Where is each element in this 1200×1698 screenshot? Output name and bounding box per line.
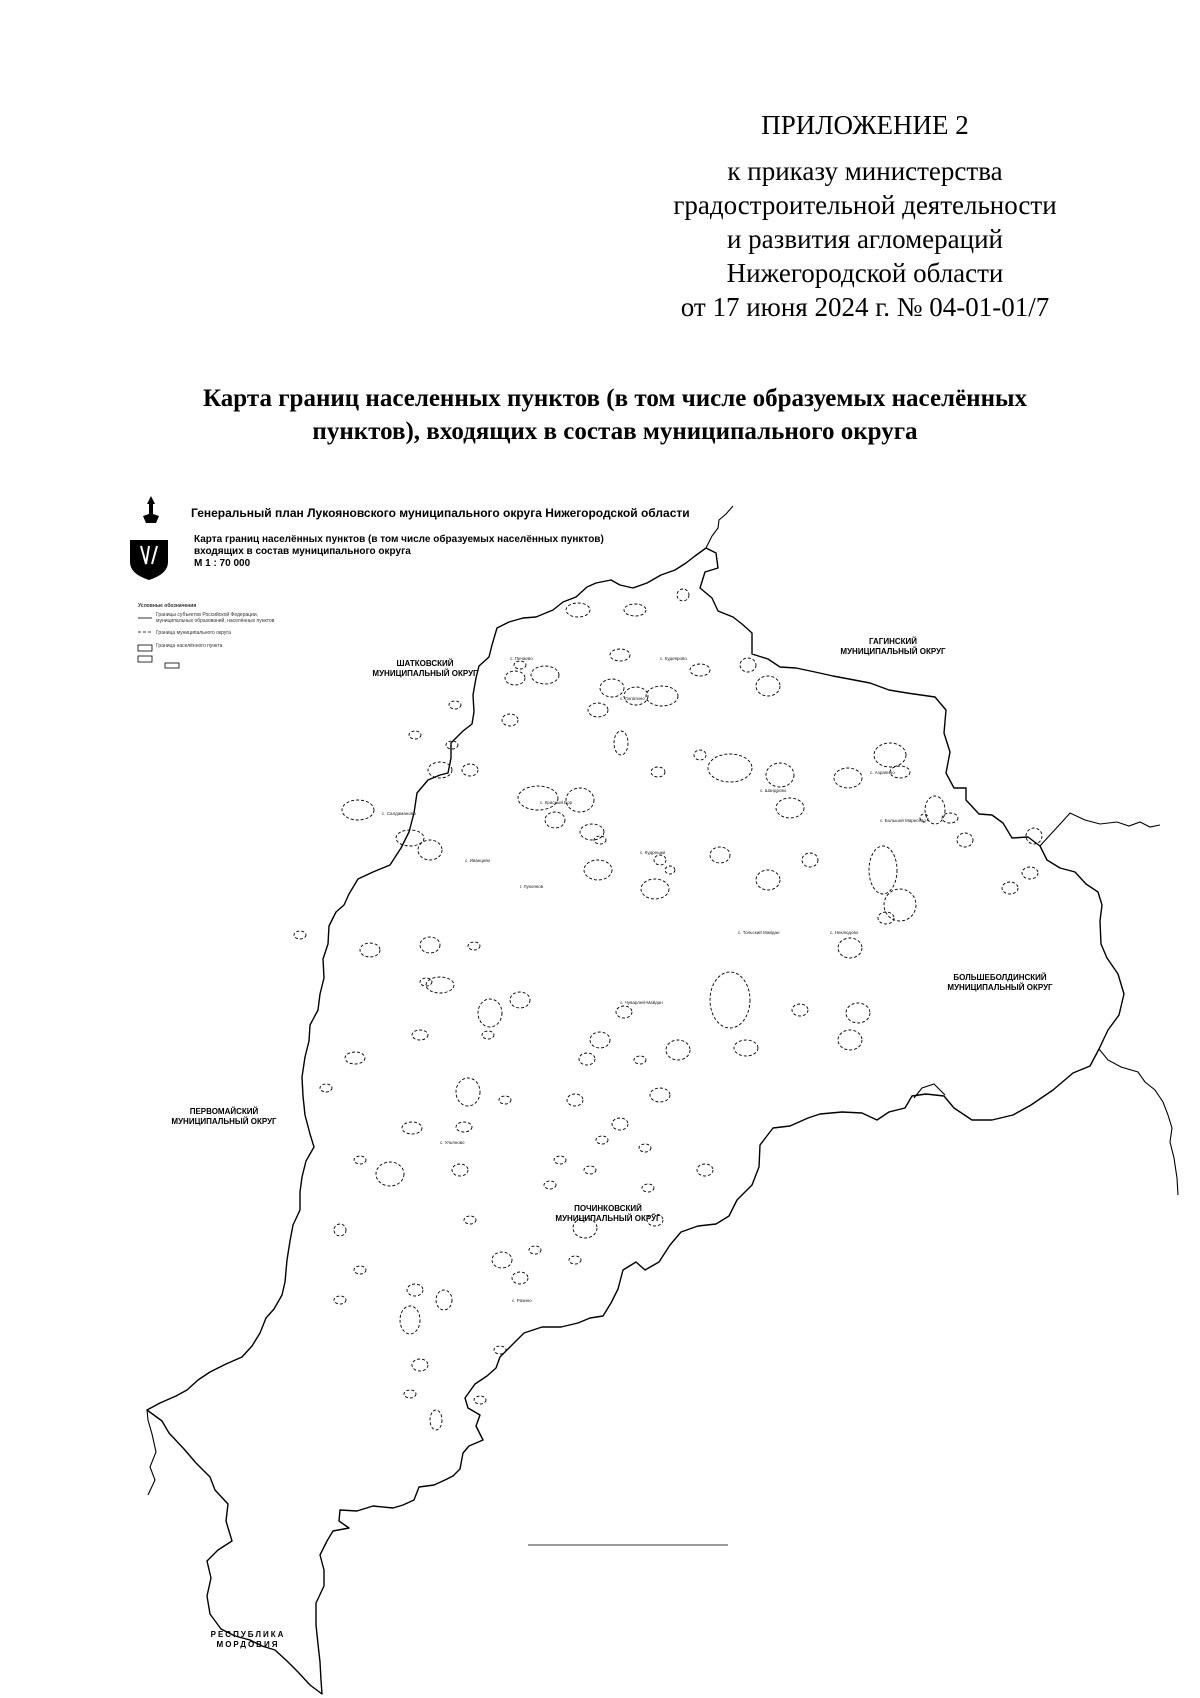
appendix-line: градостроительной деятельности	[673, 190, 1057, 220]
map-main-title: Генеральный план Лукояновского муниципального округа Нижегородской области	[191, 506, 690, 520]
settlement-label: с. Шандрово	[760, 788, 787, 793]
neighbour-label	[833, 637, 953, 657]
settlement-label: с. Кудрешки	[640, 850, 666, 855]
document-title-line: пунктов), входящих в состав муниципального округа	[312, 418, 918, 445]
appendix-line: от 17 июня 2024 г. № 04-01-01/7	[680, 292, 1050, 322]
legend-heading: Условные обозначения	[138, 603, 197, 609]
settlement-label: г. Лукоянов	[520, 884, 544, 889]
neighbour-label	[548, 1204, 668, 1224]
neighbour-label	[203, 1630, 293, 1650]
settlement-label: с. Иванцево	[465, 858, 491, 863]
settlement-label: с. Салдаманово	[382, 811, 416, 816]
settlement-boundaries	[294, 589, 1042, 1430]
settlement-label: с. Лопатино	[620, 696, 645, 701]
settlement-label: с. Разино	[512, 1298, 532, 1303]
document-title-line: Карта границ населенных пунктов (в том числе образуемых населённых	[202, 385, 1028, 412]
settlement-label: с. Неклюдово	[830, 930, 859, 935]
neighbour-label	[164, 1107, 284, 1127]
settlement-label: с. Кудеярово	[660, 656, 687, 661]
neighbour-label-line: ПОЧИНКОВСКИЙ	[574, 1204, 642, 1213]
appendix-title: ПРИЛОЖЕНИЕ 2	[761, 110, 969, 140]
coat-of-arms-icon	[130, 496, 168, 580]
appendix-line: Нижегородской области	[726, 258, 1004, 288]
map-subtitle	[194, 534, 604, 558]
neighbour-label-line: ШАТКОВСКИЙ	[396, 659, 454, 668]
appendix-line: к приказу министерства	[727, 156, 1003, 186]
neighbour-label-line: БОЛЬШЕБОЛДИНСКИЙ	[953, 973, 1047, 982]
neighbour-label-line: МУНИЦИПАЛЬНЫЙ ОКРУГ	[555, 1214, 661, 1223]
settlement-label: с. Чуварлей-Майдан	[620, 1000, 663, 1005]
settlement-label: с. Ульяново	[440, 1140, 465, 1145]
settlement-label: с. Красный Бор	[540, 800, 573, 805]
neighbour-label	[365, 659, 485, 679]
settlement-label: с. Тольский Майдан	[738, 930, 780, 935]
neighbour-label-line: ПЕРВОМАЙСКИЙ	[189, 1107, 259, 1116]
map-subtitle-line: Карта границ населённых пунктов (в том числе образуемых населённых пунктов)	[194, 534, 604, 545]
neighbour-label-line: МУНИЦИПАЛЬНЫЙ ОКРУГ	[840, 647, 946, 656]
appendix-line: и развития агломераций	[726, 224, 1003, 254]
neighbour-label-line: РЕСПУБЛИКА	[210, 1630, 286, 1639]
neighbour-label-line: МУНИЦИПАЛЬНЫЙ ОКРУГ	[171, 1117, 277, 1126]
neighbour-label	[935, 973, 1065, 993]
legend-item: Границы субъектов Российской Федерации, муниципальных образований, населённых пунктов	[156, 612, 275, 624]
neighbour-label-line: МУНИЦИПАЛЬНЫЙ ОКРУГ	[372, 669, 478, 678]
map-scale: М 1 : 70 000	[194, 558, 251, 569]
settlement-label: с. Пичаево	[510, 656, 533, 661]
legend-item: Граница населённого пункта	[156, 643, 223, 649]
district-boundary	[147, 548, 1124, 1694]
bottom-rule	[528, 1544, 728, 1546]
legend-item: Граница муниципального округа	[156, 630, 231, 636]
map-subtitle-line: входящих в состав муниципального округа	[194, 546, 411, 557]
settlement-label: с. Азрапино	[870, 770, 895, 775]
neighbour-label-line: ГАГИНСКИЙ	[868, 637, 918, 646]
neighbour-label-line: МОРДОВИЯ	[216, 1640, 280, 1649]
settlement-label: с. Большой Маресево	[880, 818, 926, 823]
neighbour-label-line: МУНИЦИПАЛЬНЫЙ ОКРУГ	[947, 983, 1053, 992]
